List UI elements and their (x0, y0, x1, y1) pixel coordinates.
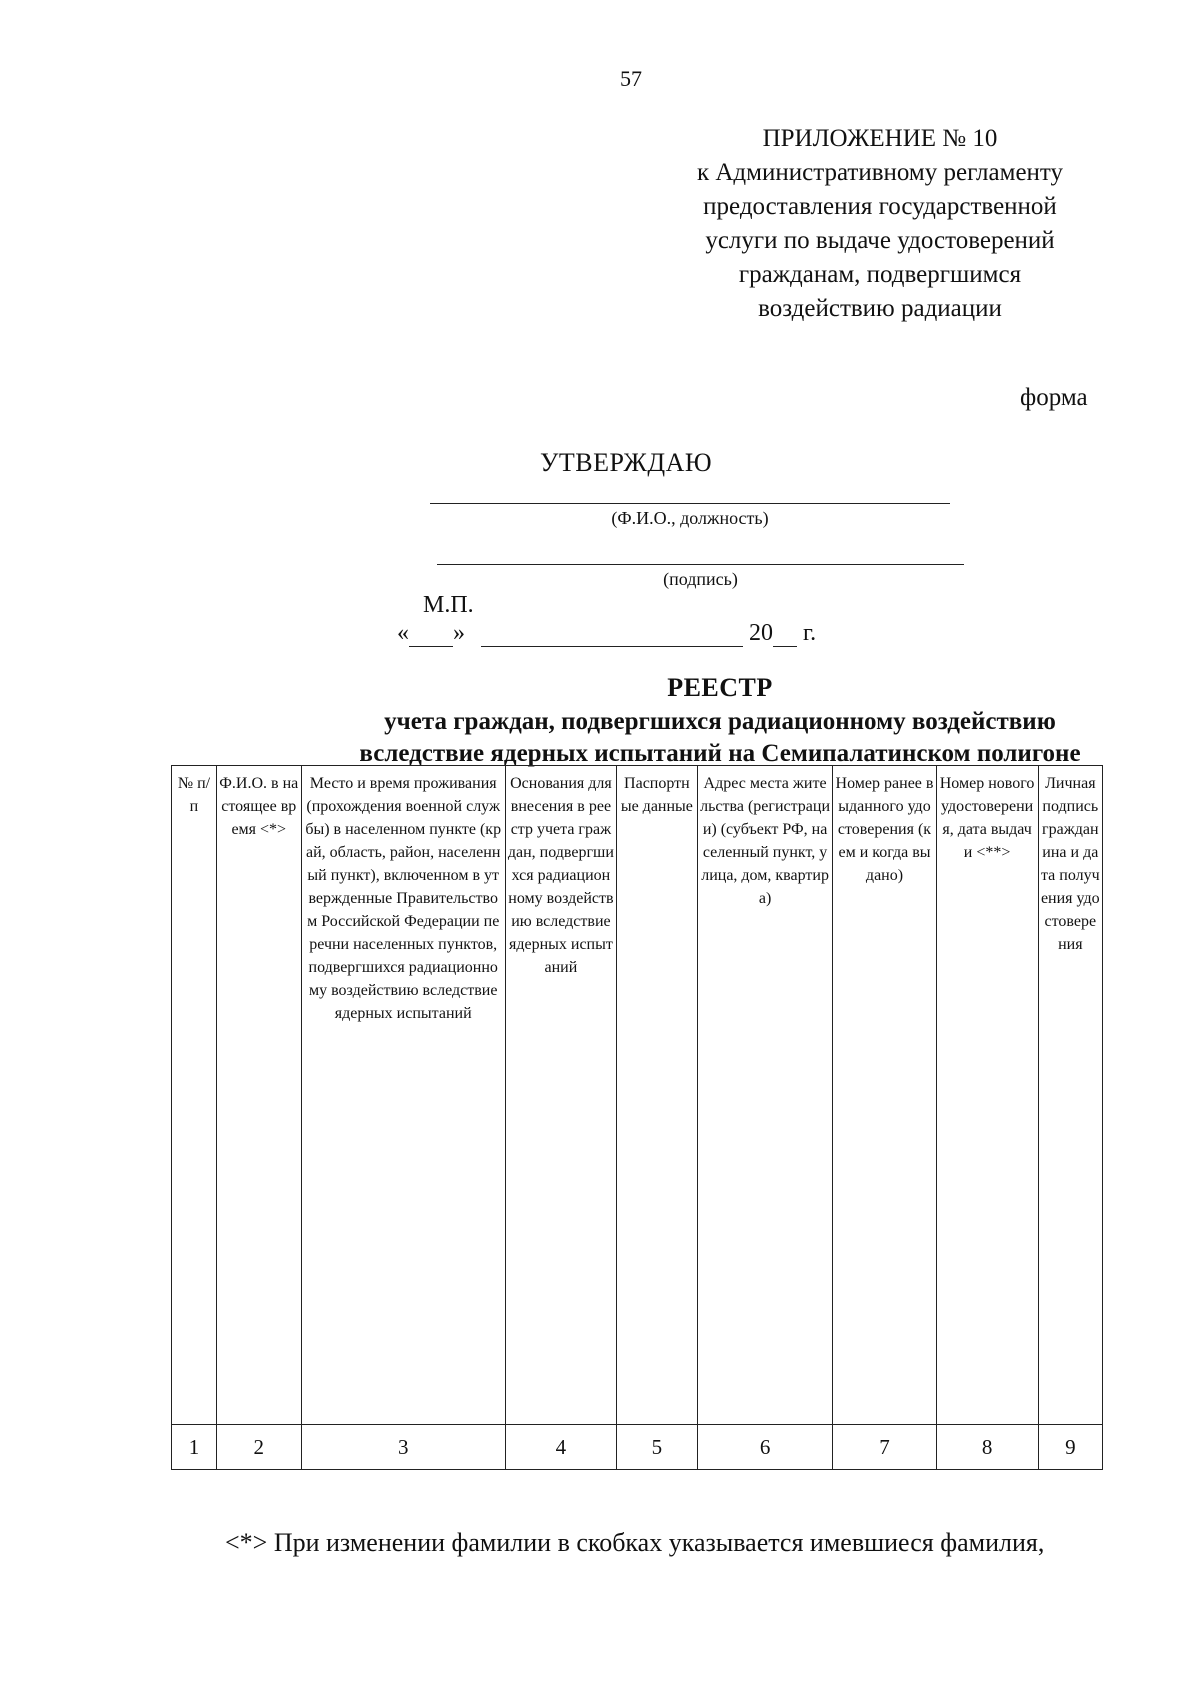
header-cell: Номер нового удостоверения, дата выдачи <**> (936, 766, 1038, 1425)
date-year-blank (773, 624, 797, 647)
signature-line (437, 564, 964, 565)
fio-caption: (Ф.И.О., должность) (611, 508, 769, 528)
column-number-cell: 9 (1038, 1425, 1102, 1470)
registry-title: РЕЕСТР (667, 673, 773, 702)
header-cell: Ф.И.О. в настоящее время <*> (216, 766, 301, 1425)
header-cell: Адрес места жительства (регистрации) (субъект РФ, населенный пункт, улица, дом, квартира) (697, 766, 833, 1425)
registry-subtitle (160, 706, 1200, 770)
footnote: <*> При изменении фамилии в скобках указывается имевшиеся фамилия, (225, 1528, 1045, 1557)
appendix-line: гражданам, подвергшимся (738, 261, 1022, 288)
date-year-suffix: г. (797, 620, 817, 646)
date-close-quote: » (453, 620, 465, 646)
appendix-line: воздействию радиации (758, 295, 1002, 322)
registry-subtitle-line: учета граждан, подвергшихся радиационному воздействию (384, 708, 1056, 735)
column-number-cell: 6 (697, 1425, 833, 1470)
column-number-row (172, 1425, 1103, 1470)
appendix-line: к Административному регламенту (696, 159, 1064, 186)
appendix-line: предоставления государственной (703, 193, 1057, 220)
date-day-blank (409, 624, 453, 647)
column-number-cell: 5 (617, 1425, 698, 1470)
registry-subtitle-line: вследствие ядерных испытаний на Семипалатинском полигоне (359, 740, 1081, 767)
date-open-quote: « (397, 620, 409, 646)
column-number-cell: 2 (216, 1425, 301, 1470)
header-cell: Номер ранее выданного удостоверения (кем и когда выдано) (833, 766, 936, 1425)
header-cell: № п/п (172, 766, 217, 1425)
column-number-cell: 3 (301, 1425, 505, 1470)
header-cell: Личная подпись гражданина и дата получения удостоверения (1038, 766, 1102, 1425)
date-year-prefix: 20 (749, 620, 773, 646)
appendix-line: ПРИЛОЖЕНИЕ № 10 (762, 125, 998, 152)
approval-title: УТВЕРЖДАЮ (540, 448, 713, 477)
header-cell: Основания для внесения в реестр учета граждан, подвергшихся радиационному воздействию вследствие ядерных испытаний (505, 766, 616, 1425)
column-number-cell: 7 (833, 1425, 936, 1470)
stamp-label: М.П. (423, 592, 474, 618)
signature-caption: (подпись) (663, 569, 738, 589)
header-cell: Паспортные данные (617, 766, 698, 1425)
fio-signature-line (430, 503, 950, 504)
registry-table (171, 765, 1103, 1470)
approval-date (397, 620, 816, 647)
column-number-cell: 1 (172, 1425, 217, 1470)
table-header-row (172, 766, 1103, 1425)
page-number: 57 (620, 66, 642, 91)
header-cell: Место и время проживания (прохождения военной службы) в населенном пункте (край, область, район, населенный пункт), включенном в утвержденные Правительством Российской Федерации перечни населенных пунктов, подвергшихся радиационному воздействию вследствие ядерных испытаний (301, 766, 505, 1425)
column-number-cell: 8 (936, 1425, 1038, 1470)
form-label: форма (1020, 384, 1088, 411)
appendix-block (640, 122, 1120, 326)
column-number-cell: 4 (505, 1425, 616, 1470)
date-month-blank (481, 624, 743, 647)
appendix-line: услуги по выдаче удостоверений (705, 227, 1055, 254)
